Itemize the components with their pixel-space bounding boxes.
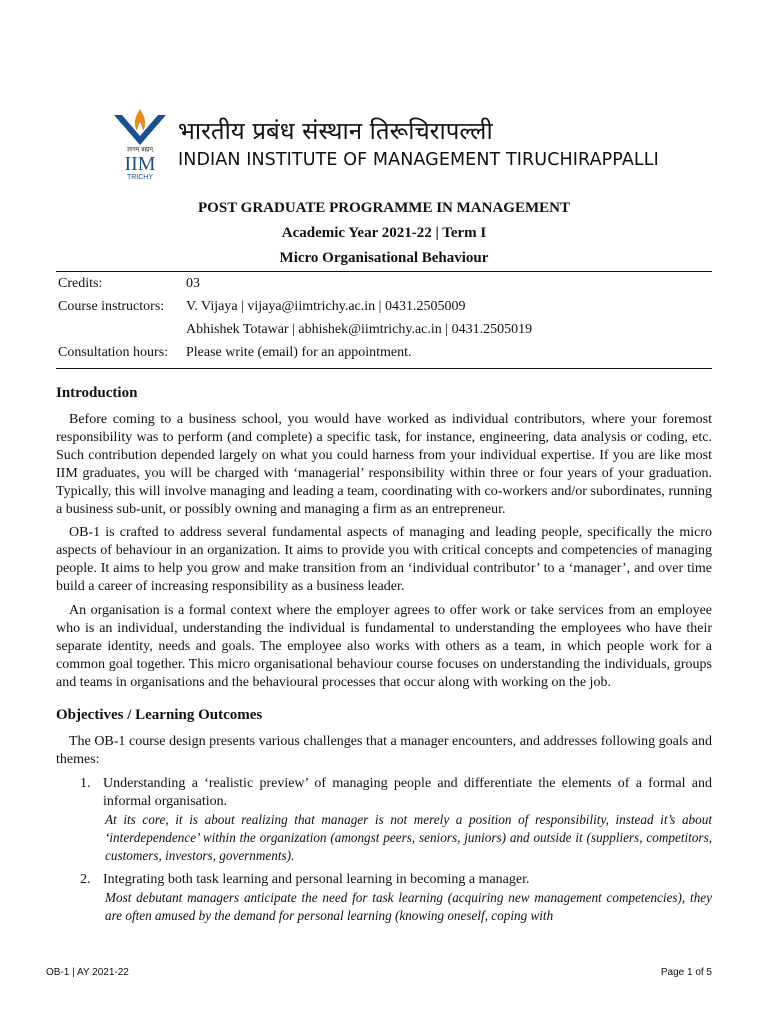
list-item-number: 1. [80,776,91,791]
credits-label: Credits: [58,276,103,291]
instructor-2: Abhishek Totawar | abhishek@iimtrichy.ac.in | 0431.2505019 [186,322,533,337]
list-item-text: Integrating both task learning and personal learning in becoming a manager. [103,872,530,887]
list-item-note: Most debutant managers anticipate the need for task learning (acquiring new management competencies), they are often amused by the demand for personal learning (knowing oneself, coping with [105,890,712,923]
footer-course-code: OB-1 | AY 2021-22 [46,967,129,978]
course-title: Micro Organisational Behaviour [279,250,489,266]
academic-year: Academic Year 2021-22 | Term I [281,225,487,241]
logo-motto: ज्ञानम् ब्रह्मम् [126,146,154,153]
iim-trichy-logo [104,105,176,183]
institute-name: INDIAN INSTITUTE OF MANAGEMENT TIRUCHIRAPPALLI [178,150,659,170]
table-bottom-rule [56,368,712,369]
instructors-label: Course instructors: [58,299,165,314]
programme-title: POST GRADUATE PROGRAMME IN MANAGEMENT [198,200,570,216]
consultation-label: Consultation hours: [58,345,169,360]
intro-paragraph-1: Before coming to a business school, you would have worked as individual contributors, where your foremost responsibility was to perform (and complete) a specific task, for instance, engineering, data analysis or coding, etc. Such contribution depended largely on what you could harness from your individual expertise. If you are like most IIM graduates, you will be charged with ‘managerial’ responsibility within three or four years of your graduation. Typically, this will involve managing and leading a team, coordinating with co-workers and/or subordinates, running a business sub-unit, or possibly owning and managing a firm as an entrepreneur. [56,412,712,517]
introduction-heading: Introduction [56,385,138,401]
list-item-text: Understanding a ‘realistic preview’ of managing people and differentiate the elements of a formal and informal organisation. [103,776,712,809]
objectives-heading: Objectives / Learning Outcomes [56,707,263,723]
hindi-institute-name: भारतीय प्रबंध संस्थान तिरूचिरापल्ली [178,117,493,145]
objectives-intro: The OB-1 course design presents various challenges that a manager encounters, and addresses following goals and themes: [56,734,712,767]
intro-paragraph-2: OB-1 is crafted to address several fundamental aspects of managing and leading people, specifically the micro aspects of behaviour in an organization. It aims to provide you with critical concepts and competencies of managing people. It aims to help you grow and make transition from an ‘individual contributor’ to a ‘manager’, and over time build a career of increasing responsibility as a business leader. [56,525,712,594]
intro-paragraph-3: An organisation is a formal context where the employer agrees to offer work or take services from an employee who is an individual, understanding the individual is fundamental to understanding the employees who have their separate identity, needs and goals. The employee also works with others as a team, in which people work for a common goal together. This micro organisational behaviour course focuses on understanding the individuals, groups and teams in organisations and the behavioural processes that occur along with working on the job. [56,603,712,690]
list-item-note: At its core, it is about realizing that manager is not merely a position of responsibility, instead it’s about ‘interdependence’ within the organization (amongst peers, seniors, juniors) and outside it (suppliers, competitors, customers, investors, governments). [105,812,712,863]
list-item-number: 2. [80,872,91,887]
logo-text: IIM [124,153,156,175]
logo-flame-icon [135,109,145,131]
logo-subtext: TRICHY [126,174,154,181]
table-top-rule [56,271,712,272]
consultation-value: Please write (email) for an appointment. [186,345,412,360]
credits-value: 03 [186,276,200,291]
footer-page-number: Page 1 of 5 [660,967,712,978]
instructor-1: V. Vijaya | vijaya@iimtrichy.ac.in | 0431.2505009 [186,299,466,314]
